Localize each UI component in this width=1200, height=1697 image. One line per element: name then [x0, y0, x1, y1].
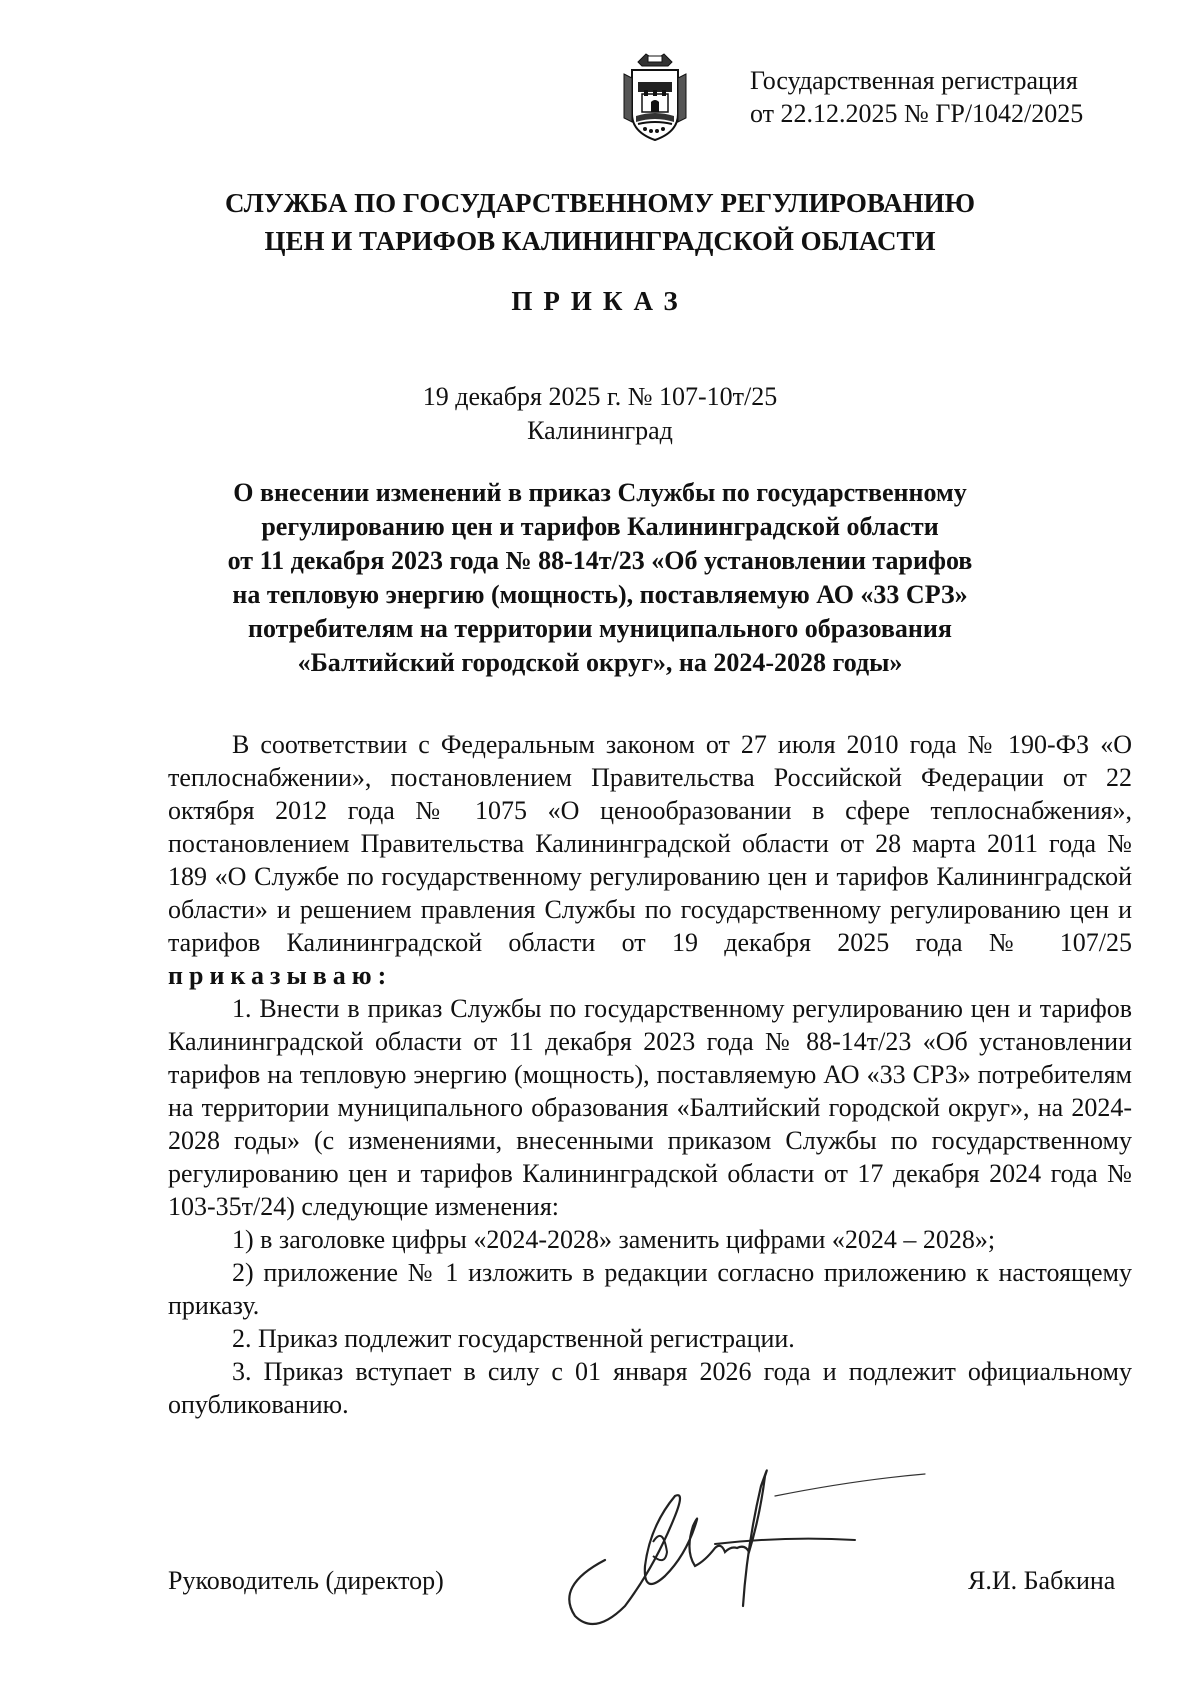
agency-name-line-1: СЛУЖБА ПО ГОСУДАРСТВЕННОМУ РЕГУЛИРОВАНИЮ	[224, 188, 976, 218]
coat-of-arms-emblem	[618, 52, 692, 144]
signatory-name: Я.И. Бабкина	[968, 1566, 1116, 1595]
agency-name-line-2: ЦЕН И ТАРИФОВ КАЛИНИНГРАДСКОЙ ОБЛАСТИ	[264, 226, 936, 256]
date-and-place	[0, 380, 1200, 448]
subject-line: регулированию цен и тарифов Калининградской области	[261, 512, 939, 541]
agency-name	[0, 184, 1200, 260]
order-subject	[180, 476, 1020, 680]
signatory-position: Руководитель (директор)	[168, 1566, 444, 1595]
document-type-title: ПРИКАЗ	[511, 286, 689, 316]
subject-line: «Балтийский городской округ», на 2024-2028 годы»	[297, 648, 903, 677]
subject-line: от 11 декабря 2023 года № 88-14т/23 «Об установлении тарифов	[227, 546, 973, 575]
order-city: Калининград	[527, 416, 673, 445]
registration-line-1: Государственная регистрация	[750, 66, 1078, 95]
handwritten-signature	[525, 1456, 945, 1646]
order-subitem-2: 2) приложение № 1 изложить в редакции согласно приложению к настоящему приказу.	[168, 1258, 1132, 1320]
order-word: приказываю:	[168, 961, 393, 990]
subject-line: потребителям на территории муниципального образования	[248, 614, 952, 643]
preamble-paragraph	[168, 728, 1132, 992]
subject-line: на тепловую энергию (мощность), поставляемую АО «33 СРЗ»	[232, 580, 968, 609]
order-item-3: 3. Приказ вступает в силу с 01 января 2026 года и подлежит официальному опубликованию.	[168, 1357, 1132, 1419]
subject-line: О внесении изменений в приказ Службы по государственному	[233, 478, 967, 507]
preamble-text: В соответствии с Федеральным законом от 27 июля 2010 года № 190-ФЗ «О теплоснабжении», постановлением Правительства Российской Федерации от 22 октября 2012 года № 1075 «О ценообразовании в сфере теплоснабжения», постановлением Правительства Калининградской области от 28 марта 2011 года № 189 «О Службе по государственному регулированию цен и тарифов Калининградской области» и решением правления Службы по государственному регулированию цен и тарифов Калининградской области от 19 декабря 2025 года № 107/25	[168, 730, 1132, 957]
order-item-2: 2. Приказ подлежит государственной регистрации.	[232, 1324, 795, 1353]
registration-line-2: от 22.12.2025 № ГР/1042/2025	[750, 99, 1084, 128]
order-subitem-1: 1) в заголовке цифры «2024-2028» заменить цифрами «2024 – 2028»;	[232, 1225, 996, 1254]
order-item-1: 1. Внести в приказ Службы по государственному регулированию цен и тарифов Калининградской области от 11 декабря 2023 года № 88-14т/23 «Об установлении тарифов на тепловую энергию (мощность), поставляемую АО «33 СРЗ» потребителям на территории муниципального образования «Балтийский городской округ», на 2024-2028 годы» (с изменениями, внесенными приказом Службы по государственному регулированию цен и тарифов Калининградской области от 17 декабря 2024 года № 103-35т/24) следующие изменения:	[168, 994, 1132, 1221]
state-registration-note	[750, 64, 1150, 130]
order-date-number: 19 декабря 2025 г. № 107-10т/25	[422, 382, 778, 411]
order-body	[168, 728, 1132, 1421]
